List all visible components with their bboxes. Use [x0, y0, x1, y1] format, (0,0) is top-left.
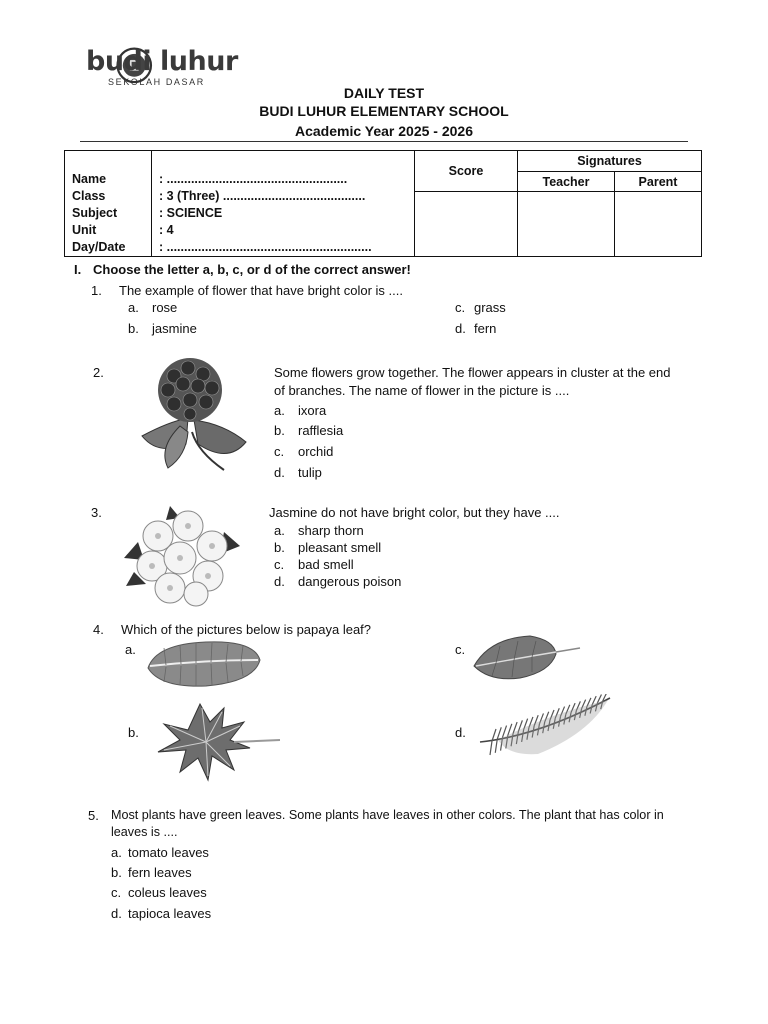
q5-option-c[interactable]: c. coleus leaves — [111, 885, 207, 900]
value-unit: : 4 — [159, 223, 174, 237]
logo-subtitle: SEKOLAH DASAR — [108, 77, 205, 87]
value-class: : 3 (Three) ......................................... — [159, 189, 366, 203]
section-number: I. — [74, 262, 82, 277]
q1-number: 1. — [91, 283, 102, 298]
jasmine-flower-image — [124, 502, 242, 608]
oval-leaf-image[interactable] — [470, 632, 582, 684]
academic-year: Academic Year 2025 - 2026 — [295, 123, 473, 139]
papaya-leaf-image[interactable] — [150, 700, 282, 784]
value-day-date[interactable]: : ........................................................... — [159, 240, 372, 254]
signatures-header: Signatures — [518, 151, 702, 172]
teacher-signature-box[interactable] — [518, 192, 615, 257]
q5-option-b[interactable]: b. fern leaves — [111, 865, 192, 880]
score-header: Score — [415, 151, 518, 192]
header-divider — [80, 141, 688, 142]
q2-option-c[interactable]: c. orchid — [274, 444, 334, 459]
q2-option-a[interactable]: a. ixora — [274, 403, 327, 418]
q2-option-b[interactable]: b. rafflesia — [274, 423, 344, 438]
q3-option-a[interactable]: a. sharp thorn — [274, 523, 364, 538]
q3-number: 3. — [91, 505, 102, 520]
school-name: BUDI LUHUR ELEMENTARY SCHOOL — [259, 103, 509, 119]
teacher-header: Teacher — [518, 172, 615, 192]
q5-option-a[interactable]: a. tomato leaves — [111, 845, 209, 860]
value-name[interactable]: : .................................................... — [159, 172, 348, 186]
q5-number: 5. — [88, 808, 99, 823]
fern-leaf-image[interactable] — [478, 694, 614, 762]
q3-option-c[interactable]: c. bad smell — [274, 557, 354, 572]
banana-leaf-image[interactable] — [146, 638, 264, 690]
q2-text-line1: Some flowers grow together. The flower appears in cluster at the end — [274, 365, 671, 380]
value-subject: : SCIENCE — [159, 206, 223, 220]
label-unit: Unit — [72, 223, 97, 237]
q1-option-a[interactable]: a. rose — [128, 300, 178, 315]
q1-option-b[interactable]: b. jasmine — [128, 321, 197, 336]
logo-brand-text: budi luhur — [86, 46, 238, 77]
parent-signature-box[interactable] — [615, 192, 702, 257]
q1-text: The example of flower that have bright color is .... — [119, 283, 403, 298]
q3-option-d[interactable]: d. dangerous poison — [274, 574, 402, 589]
label-subject: Subject — [72, 206, 118, 220]
label-name: Name — [72, 172, 107, 186]
section-instruction: Choose the letter a, b, c, or d of the correct answer! — [93, 262, 411, 277]
q2-option-d[interactable]: d. tulip — [274, 465, 322, 480]
test-title: DAILY TEST — [343, 85, 425, 101]
q4-option-d-letter[interactable]: d. — [455, 725, 466, 740]
q1-option-c[interactable]: c. grass — [455, 300, 506, 315]
q3-text: Jasmine do not have bright color, but they have .... — [269, 505, 560, 520]
q4-option-c-letter[interactable]: c. — [455, 642, 466, 657]
q4-option-b-letter[interactable]: b. — [128, 725, 139, 740]
q3-option-b[interactable]: b. pleasant smell — [274, 540, 382, 555]
q4-option-a-letter[interactable]: a. — [125, 642, 136, 657]
parent-header: Parent — [615, 172, 702, 192]
q1-option-d[interactable]: d. fern — [455, 321, 497, 336]
label-day-date: Day/Date — [72, 240, 126, 254]
q5-text-line1: Most plants have green leaves. Some plants have leaves in other colors. The plant that has color in — [111, 808, 664, 822]
q5-option-d[interactable]: d. tapioca leaves — [111, 906, 212, 921]
score-box[interactable] — [415, 192, 518, 257]
q4-number: 4. — [93, 622, 104, 637]
label-class: Class — [72, 189, 106, 203]
student-info-table — [64, 150, 702, 257]
ixora-flower-image — [128, 352, 252, 474]
q2-text-line2: of branches. The name of flower in the picture is .... — [274, 383, 570, 398]
q4-text: Which of the pictures below is papaya leaf? — [121, 622, 372, 637]
q5-text-line2: leaves is .... — [111, 825, 178, 839]
q2-number: 2. — [93, 365, 104, 380]
